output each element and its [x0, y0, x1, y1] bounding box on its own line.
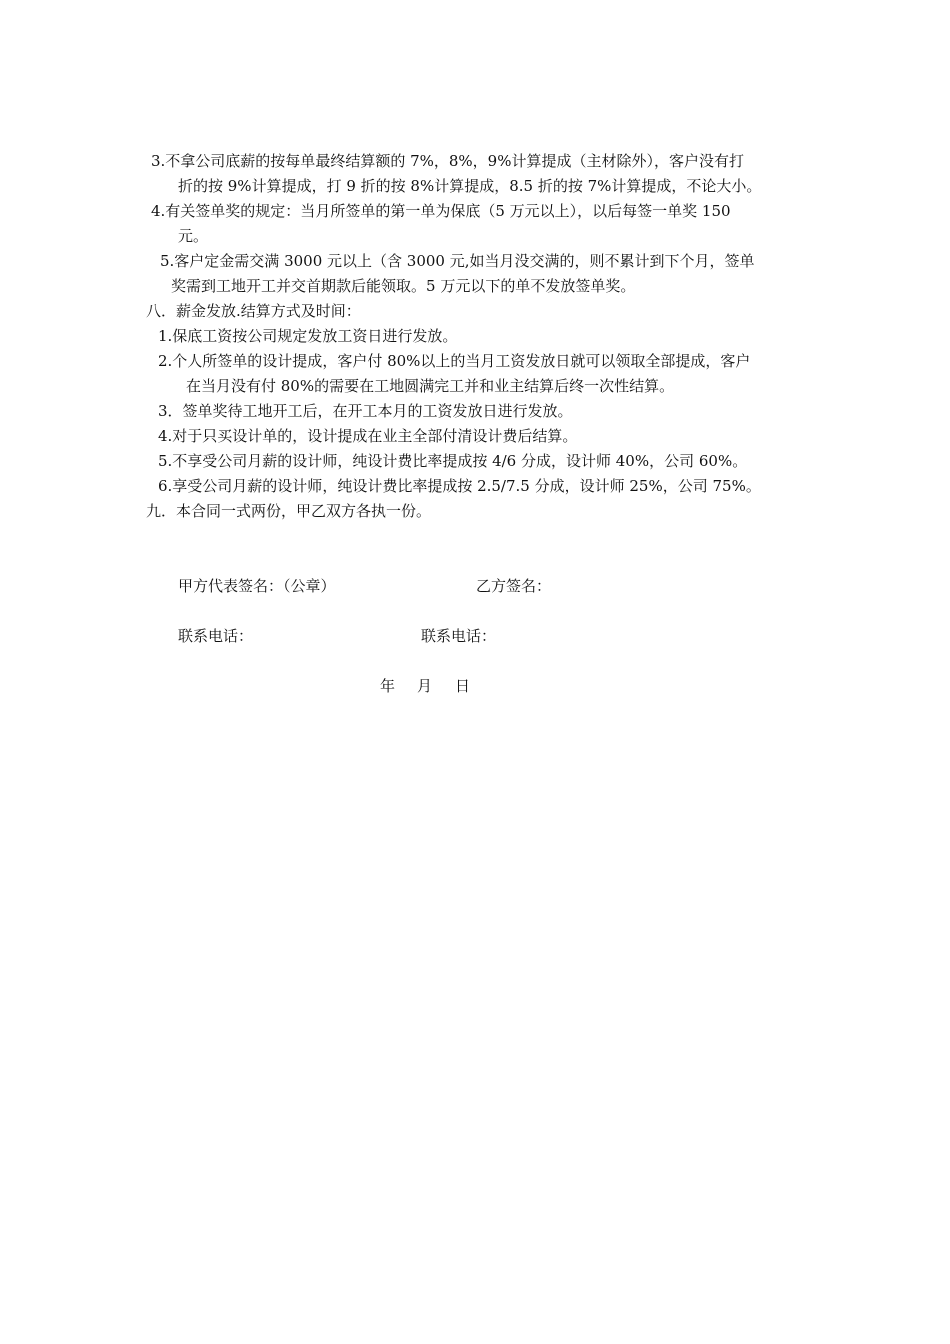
party-b-signature-label: 乙方签名：	[476, 577, 552, 595]
section-8-item-4: 4.对于只买设计单的，设计提成在业主全部付清设计费后结算。	[158, 427, 578, 445]
section-8-item-2-line-2: 在当月没有付 80%的需要在工地圆满完工并和业主结算后终一次性结算。	[186, 377, 675, 395]
clause-4-line-1: 4.有关签单奖的规定：当月所签单的第一单为保底（5 万元以上），以后每签一单奖 150	[151, 202, 731, 220]
date-year-label: 年	[380, 677, 396, 695]
section-8-heading: 八．薪金发放.结算方式及时间：	[146, 302, 361, 320]
clause-5-line-2: 奖需到工地开工并交首期款后能领取。5 万元以下的单不发放签单奖。	[171, 277, 636, 295]
section-8-item-2-line-1: 2.个人所签单的设计提成，客户付 80%以上的当月工资发放日就可以领取全部提成，客户	[158, 352, 751, 370]
section-8-item-5: 5.不享受公司月薪的设计师，纯设计费比率提成按 4/6 分成，设计师 40%，公司 60%。	[158, 452, 748, 470]
section-9-heading: 九．本合同一式两份，甲乙双方各执一份。	[146, 502, 432, 520]
section-8-item-1: 1.保底工资按公司规定发放工资日进行发放。	[158, 327, 458, 345]
clause-3-line-2: 折的按 9%计算提成，打 9 折的按 8%计算提成，8.5 折的按 7%计算提成，不论大小。	[178, 177, 762, 195]
party-b-phone-label: 联系电话：	[421, 627, 497, 645]
clause-3-line-1: 3.不拿公司底薪的按每单最终结算额的 7%，8%，9%计算提成（主材除外），客户没有打	[151, 152, 744, 170]
party-a-signature-label: 甲方代表签名：（公章）	[178, 577, 336, 595]
section-8-item-6: 6.享受公司月薪的设计师，纯设计费比率提成按 2.5/7.5 分成，设计师 25%，公司 75%。	[158, 477, 761, 495]
section-8-item-3: 3．签单奖待工地开工后，在开工本月的工资发放日进行发放。	[158, 402, 573, 420]
clause-4-line-2: 元。	[178, 227, 209, 245]
clause-5-line-1: 5.客户定金需交满 3000 元以上（含 3000 元,如当月没交满的，则不累计到下个月，签单	[160, 252, 755, 270]
date-day-label: 日	[455, 677, 471, 695]
party-a-phone-label: 联系电话：	[178, 627, 254, 645]
date-month-label: 月	[417, 677, 433, 695]
